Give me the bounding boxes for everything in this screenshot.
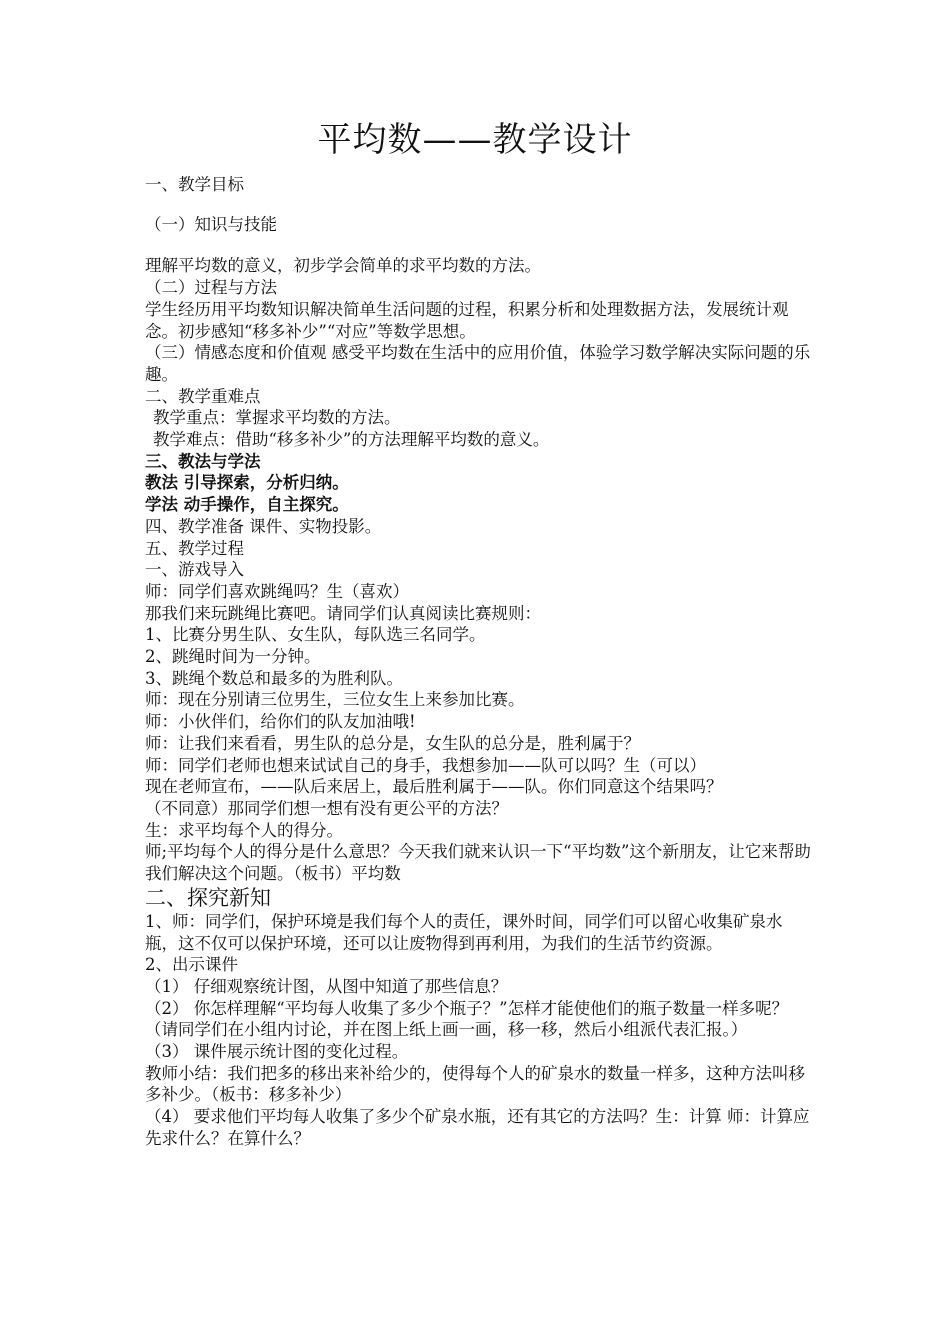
text-line: （二）过程与方法 (145, 278, 277, 298)
text-line: （2） 你怎样理解“平均每人收集了多少个瓶子？”怎样才能使他们的瓶子数量一样多呢？（请同学们在小组内讨论，并在图上纸上画一画，移一移，然后小组派代表汇报。） (145, 998, 789, 1040)
text-line: 生：求平均每个人的得分。 (145, 820, 343, 840)
text-line: （三）情感态度和价值观 感受平均数在生活中的应用价值，体验学习数学解决实际问题的乐趣。 (145, 343, 811, 384)
text-line: 理解平均数的意义，初步学会简单的求平均数的方法。 (145, 256, 541, 276)
text-line: 学法 动手操作，自主探究。 (145, 495, 349, 515)
text-line: 现在老师宣布，——队后来居上，最后胜利属于——队。你们同意这个结果吗？ (145, 777, 723, 797)
text-line: 1、师：同学们，保护环境是我们每个人的责任，课外时间，同学们可以留心收集矿泉水瓶，这不仅可以保护环境，还可以让废物得到再利用，为我们的生活节约资源。 (145, 911, 783, 953)
text-line: 教师小结：我们把多的移出来补给少的，使得每个人的矿泉水的数量一样多，这种方法叫移多补少。（板书：移多补少） (145, 1063, 805, 1105)
text-line: 教法 引导探索，分析归纳。 (145, 473, 349, 493)
text-line: 一、教学目标 (145, 175, 244, 194)
text-line: 2、跳绳时间为一分钟。 (145, 647, 321, 667)
text-line: 四、教学准备 课件、实物投影。 (145, 516, 382, 536)
text-line: 二、探究新知 (145, 885, 271, 910)
text-line: 3、跳绳个数总和最多的为胜利队。 (145, 668, 403, 688)
text-line: （1） 仔细观察统计图，从图中知道了那些信息？ (145, 976, 508, 996)
text-line: 2、出示课件 (145, 955, 238, 975)
text-line: （3） 课件展示统计图的变化过程。 (145, 1042, 409, 1062)
text-line: （4） 要求他们平均每人收集了多少个矿泉水瓶，还有其它的方法吗？生：计算 师：计算应先求什么？在算什么？ (145, 1107, 810, 1148)
text-line: （一）知识与技能 (145, 214, 277, 234)
text-line: 一、游戏导入 (145, 560, 244, 580)
text-line: 1、比赛分男生队、女生队，每队选三名同学。 (145, 625, 486, 645)
text-line: 师：小伙伴们，给你们的队友加油哦! (145, 712, 416, 732)
text-line: 师：同学们喜欢跳绳吗？生（喜欢） (145, 581, 409, 601)
text-line: 三、教法与学法 (145, 451, 261, 471)
text-line: 教学难点：借助“移多补少”的方法理解平均数的意义。 (153, 430, 550, 450)
text-line: 师;平均每个人的得分是什么意思？今天我们就来认识一下“平均数”这个新朋友，让它来帮助我们解决这个问题。（板书）平均数 (145, 842, 811, 884)
text-line: 师：让我们来看看，男生队的总分是，女生队的总分是，胜利属于？ (145, 733, 640, 753)
text-line: 二、教学重难点 (145, 386, 261, 406)
text-line: 学生经历用平均数知识解决简单生活问题的过程，积累分析和处理数据方法，发展统计观念。初步感知“移多补少”“对应”等数学思想。 (145, 299, 789, 341)
text-line: 教学重点：掌握求平均数的方法。 (153, 408, 401, 428)
document-title: 平均数——教学设计 (317, 120, 633, 160)
text-line: 师：同学们老师也想来试试自己的身手，我想参加——队可以吗？生（可以） (145, 755, 706, 775)
text-line: 五、教学过程 (145, 538, 244, 558)
text-line: 师：现在分别请三位男生，三位女生上来参加比赛。 (145, 690, 525, 710)
text-line: （不同意）那同学们想一想有没有更公平的方法？ (145, 798, 508, 818)
document-body (145, 174, 815, 1150)
text-line: 那我们来玩跳绳比赛吧。请同学们认真阅读比赛规则： (145, 603, 541, 623)
